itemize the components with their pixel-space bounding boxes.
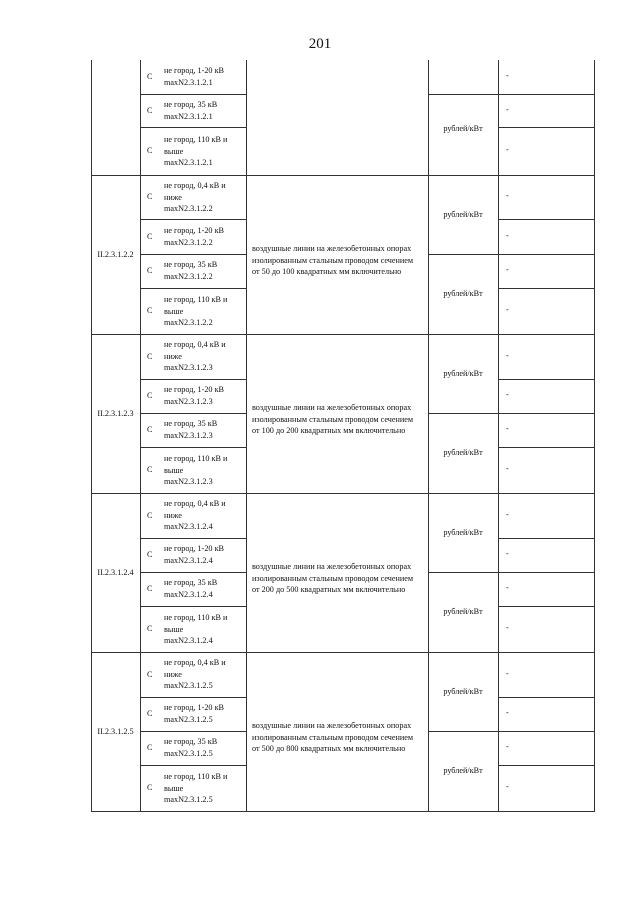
group-row-voltage-label: maxN2.3.1.2.2 xyxy=(164,318,213,328)
table-row-border xyxy=(498,288,595,289)
unit-cell-border xyxy=(428,94,498,95)
group-unit: рублей/кВт xyxy=(443,448,483,457)
table-row-border xyxy=(498,254,595,255)
group-row-voltage-label: maxN2.3.1.2.5 xyxy=(164,714,213,724)
group-description: от 500 до 800 квадратных мм включительно xyxy=(252,744,406,754)
continued-row-voltage-marker: С xyxy=(147,146,153,155)
group-row-voltage-marker: С xyxy=(147,743,153,752)
group-description: от 100 до 200 квадратных мм включительно xyxy=(252,426,406,436)
group-row-voltage-marker: С xyxy=(147,391,153,400)
group-row-voltage-label: не город, 0,4 кВ и xyxy=(164,658,226,667)
table-row-border xyxy=(140,94,246,95)
group-row-value-dash: - xyxy=(506,510,509,519)
group-unit: рублей/кВт xyxy=(443,210,483,219)
group-row-voltage-label: не город, 0,4 кВ и xyxy=(164,340,226,349)
continued-row-value-dash: - xyxy=(506,145,509,154)
group-row-voltage-marker: С xyxy=(147,709,153,718)
group-row-voltage-label: не город, 35 кВ xyxy=(164,260,218,269)
group-row-voltage-label: не город, 1-20 кВ xyxy=(164,703,225,712)
table-row-border xyxy=(498,572,595,573)
group-row-voltage-label: ниже xyxy=(164,351,182,361)
continued-row-voltage-label: maxN2.3.1.2.1 xyxy=(164,158,213,168)
group-row-value-dash: - xyxy=(506,669,509,678)
group-description: изолированным стальным проводом сечением xyxy=(252,414,414,424)
group-description: изолированным стальным проводом сечением xyxy=(252,732,414,742)
unit-cell-border xyxy=(428,731,498,732)
table-row-border xyxy=(140,538,246,539)
group-description: изолированным стальным проводом сечением xyxy=(252,573,414,583)
group-row-voltage-marker: С xyxy=(147,584,153,593)
group-row-voltage-label: выше xyxy=(164,465,184,475)
group-row-voltage-label: выше xyxy=(164,783,184,793)
group-description: изолированным стальным проводом сечением xyxy=(252,255,414,265)
group-row-voltage-marker: С xyxy=(147,670,153,679)
group-unit: рублей/кВт xyxy=(443,289,483,298)
group-row-value-dash: - xyxy=(506,708,509,717)
table-row-border xyxy=(140,413,246,414)
table-column-border xyxy=(91,60,92,811)
group-border xyxy=(91,493,595,494)
group-row-voltage-marker: С xyxy=(147,192,153,201)
continued-row-value-dash: - xyxy=(506,71,509,80)
table-row-border xyxy=(140,731,246,732)
group-row-voltage-label: maxN2.3.1.2.3 xyxy=(164,430,213,440)
group-row-voltage-label: maxN2.3.1.2.4 xyxy=(164,555,213,565)
group-row-voltage-label: не город, 1-20 кВ xyxy=(164,544,225,553)
group-unit: рублей/кВт xyxy=(443,528,483,537)
group-description: воздушные линии на железобетонных опорах xyxy=(252,244,412,253)
group-description: от 50 до 100 квадратных мм включительно xyxy=(252,267,402,277)
group-row-value-dash: - xyxy=(506,782,509,791)
group-row-voltage-label: maxN2.3.1.2.5 xyxy=(164,681,213,691)
group-row-voltage-label: maxN2.3.1.2.4 xyxy=(164,636,213,646)
unit-cell-border xyxy=(428,254,498,255)
group-unit: рублей/кВт xyxy=(443,687,483,696)
continued-row-voltage-label: выше xyxy=(164,146,184,156)
group-row-voltage-marker: С xyxy=(147,306,153,315)
group-row-voltage-label: maxN2.3.1.2.4 xyxy=(164,522,213,532)
group-description: воздушные линии на железобетонных опорах xyxy=(252,403,412,412)
continued-row-voltage-label: maxN2.3.1.2.1 xyxy=(164,111,213,121)
group-row-voltage-marker: С xyxy=(147,425,153,434)
group-unit: рублей/кВт xyxy=(443,607,483,616)
table-row-border xyxy=(498,765,595,766)
page-number: 201 xyxy=(308,36,332,52)
group-row-value-dash: - xyxy=(506,464,509,473)
group-row-value-dash: - xyxy=(506,265,509,274)
continued-unit: рублей/кВт xyxy=(443,124,483,133)
group-description: воздушные линии на железобетонных опорах xyxy=(252,562,412,571)
continued-row-value-dash: - xyxy=(506,105,509,114)
group-row-voltage-label: maxN2.3.1.2.3 xyxy=(164,477,213,487)
group-code: II.2.3.1.2.3 xyxy=(97,409,134,418)
table-row-border xyxy=(140,288,246,289)
group-row-voltage-label: maxN2.3.1.2.4 xyxy=(164,589,213,599)
table-column-border xyxy=(428,60,429,811)
group-row-voltage-marker: С xyxy=(147,624,153,633)
table-row-border xyxy=(498,606,595,607)
group-row-value-dash: - xyxy=(506,583,509,592)
table-row-border xyxy=(140,219,246,220)
group-row-voltage-label: не город, 110 кВ и xyxy=(164,295,228,304)
unit-cell-border xyxy=(428,413,498,414)
group-row-value-dash: - xyxy=(506,191,509,200)
group-row-voltage-label: ниже xyxy=(164,192,182,202)
group-row-voltage-label: maxN2.3.1.2.2 xyxy=(164,271,213,281)
continued-row-voltage-label: не город, 110 кВ и xyxy=(164,135,228,144)
group-row-voltage-marker: С xyxy=(147,352,153,361)
group-row-voltage-label: maxN2.3.1.2.2 xyxy=(164,204,213,214)
table-row-border xyxy=(498,219,595,220)
table-row-border xyxy=(91,175,595,176)
group-row-voltage-label: maxN2.3.1.2.5 xyxy=(164,748,213,758)
table-row-border xyxy=(498,538,595,539)
table-row-border xyxy=(498,413,595,414)
group-row-voltage-label: не город, 35 кВ xyxy=(164,737,218,746)
group-row-voltage-label: не город, 110 кВ и xyxy=(164,772,228,781)
group-row-value-dash: - xyxy=(506,742,509,751)
group-row-voltage-label: выше xyxy=(164,624,184,634)
table-row-border xyxy=(140,606,246,607)
group-row-voltage-label: не город, 110 кВ и xyxy=(164,613,228,622)
table-row-border xyxy=(498,127,595,128)
group-row-value-dash: - xyxy=(506,549,509,558)
table-column-border xyxy=(246,60,247,811)
group-row-voltage-label: не город, 110 кВ и xyxy=(164,454,228,463)
group-code: II.2.3.1.2.2 xyxy=(97,250,134,259)
group-row-value-dash: - xyxy=(506,424,509,433)
continued-row-voltage-marker: С xyxy=(147,72,153,81)
table-row-border xyxy=(140,379,246,380)
group-row-voltage-label: выше xyxy=(164,306,184,316)
group-row-voltage-label: maxN2.3.1.2.3 xyxy=(164,363,213,373)
group-row-voltage-label: не город, 0,4 кВ и xyxy=(164,181,226,190)
group-row-voltage-label: не город, 1-20 кВ xyxy=(164,226,225,235)
continued-row-voltage-label: не город, 1-20 кВ xyxy=(164,66,225,75)
group-row-voltage-marker: С xyxy=(147,511,153,520)
table-row-border xyxy=(140,765,246,766)
table-row-border xyxy=(498,697,595,698)
group-row-voltage-label: не город, 1-20 кВ xyxy=(164,385,225,394)
table-row-border xyxy=(498,94,595,95)
table-row-border xyxy=(498,731,595,732)
table-row-border xyxy=(140,572,246,573)
group-row-voltage-label: maxN2.3.1.2.2 xyxy=(164,237,213,247)
group-row-voltage-marker: С xyxy=(147,783,153,792)
table-row-border xyxy=(498,379,595,380)
continued-row-voltage-label: maxN2.3.1.2.1 xyxy=(164,77,213,87)
group-row-voltage-label: не город, 0,4 кВ и xyxy=(164,499,226,508)
table-row-border xyxy=(140,254,246,255)
group-row-voltage-label: не город, 35 кВ xyxy=(164,578,218,587)
continued-row-voltage-marker: С xyxy=(147,106,153,115)
group-row-value-dash: - xyxy=(506,305,509,314)
group-unit: рублей/кВт xyxy=(443,766,483,775)
table-column-border xyxy=(140,60,141,811)
table-column-border xyxy=(498,60,499,811)
group-row-voltage-label: ниже xyxy=(164,669,182,679)
group-description: воздушные линии на железобетонных опорах xyxy=(252,721,412,730)
group-row-voltage-label: не город, 35 кВ xyxy=(164,419,218,428)
table-row-border xyxy=(140,127,246,128)
group-description: от 200 до 500 квадратных мм включительно xyxy=(252,585,406,595)
table-row-border xyxy=(140,697,246,698)
group-code: II.2.3.1.2.4 xyxy=(97,568,134,577)
group-row-voltage-label: ниже xyxy=(164,510,182,520)
group-border xyxy=(91,811,595,812)
group-border xyxy=(91,652,595,653)
group-row-value-dash: - xyxy=(506,623,509,632)
continued-row-voltage-label: не город, 35 кВ xyxy=(164,100,218,109)
group-row-value-dash: - xyxy=(506,390,509,399)
group-code: II.2.3.1.2.5 xyxy=(97,727,134,736)
group-unit: рублей/кВт xyxy=(443,369,483,378)
group-row-voltage-label: maxN2.3.1.2.3 xyxy=(164,396,213,406)
group-row-voltage-marker: С xyxy=(147,232,153,241)
group-row-voltage-label: maxN2.3.1.2.5 xyxy=(164,795,213,805)
table-column-border xyxy=(594,60,595,811)
group-row-voltage-marker: С xyxy=(147,550,153,559)
group-border xyxy=(91,334,595,335)
table-row-border xyxy=(140,447,246,448)
group-row-value-dash: - xyxy=(506,351,509,360)
unit-cell-border xyxy=(428,572,498,573)
group-row-voltage-marker: С xyxy=(147,266,153,275)
group-row-voltage-marker: С xyxy=(147,465,153,474)
group-row-value-dash: - xyxy=(506,231,509,240)
table-row-border xyxy=(498,447,595,448)
